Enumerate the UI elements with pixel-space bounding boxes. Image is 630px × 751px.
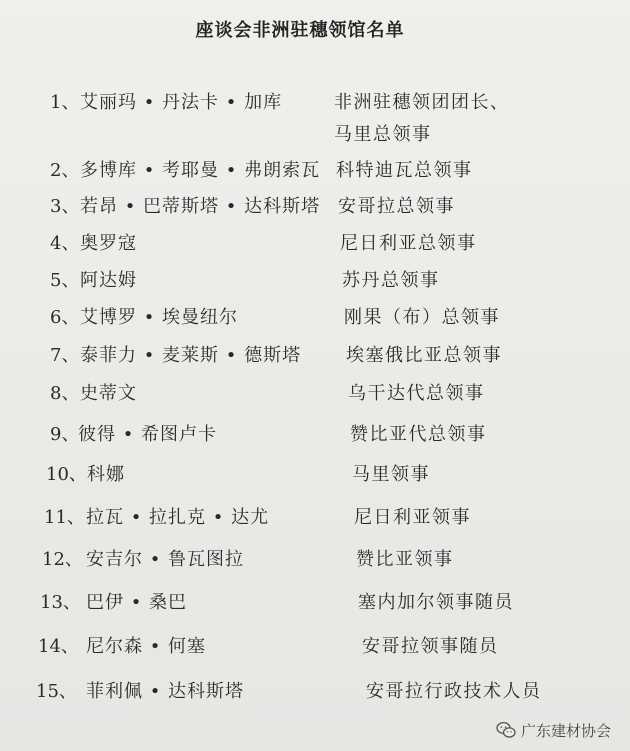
list-item [0,156,630,190]
person-title: 尼日利亚领事 [354,507,471,528]
person-name: 艾丽玛 • 丹法卡 • 加库 [80,92,283,113]
list-item [0,677,630,711]
item-number: 3、 [50,196,80,217]
person-name: 艾博罗 • 埃曼纽尔 [80,307,239,328]
person-name: 科娜 [87,464,125,485]
account-watermark [496,718,611,742]
item-number: 15、 [36,681,77,702]
person-title: 尼日利亚总领事 [340,233,477,254]
person-title: 安哥拉行政技术人员 [366,681,542,702]
person-title: 赞比亚代总领事 [350,424,487,445]
list-item [0,632,630,666]
watermark-text: 广东建材协会 [521,722,612,740]
person-name: 阿达姆 [80,270,137,291]
item-number: 8、 [50,383,80,404]
item-number: 4、 [50,233,80,254]
document-title: 座谈会非洲驻穗领馆名单 [195,20,405,41]
person-title: 非洲驻穗领团团长、 [334,92,510,113]
item-number: 14、 [38,636,79,657]
item-number: 5、 [50,270,80,291]
person-name: 史蒂文 [80,383,137,404]
item-number: 10、 [46,464,87,485]
person-title: 马里领事 [352,464,430,485]
person-name: 尼尔森 • 何塞 [86,636,207,657]
list-item [0,420,630,454]
list-item [0,460,630,494]
list-item [0,341,630,375]
person-title: 苏丹总领事 [342,270,440,291]
list-item [0,379,630,413]
list-item [0,192,630,226]
person-name: 菲利佩 • 达科斯塔 [86,681,245,702]
person-name: 巴伊 • 桑巴 [86,592,188,613]
person-title-line2: 马里总领事 [334,124,432,145]
person-title: 安哥拉总领事 [338,196,455,217]
list-item [0,229,630,263]
item-number: 6、 [50,307,80,328]
person-title: 刚果（布）总领事 [344,307,500,328]
person-title: 塞内加尔领事随员 [358,592,514,613]
person-name: 多博库 • 考耶曼 • 弗朗索瓦 [80,160,321,181]
person-name: 安吉尔 • 鲁瓦图拉 [86,549,245,570]
list-item [0,266,630,300]
person-title: 安哥拉领事随员 [362,636,499,657]
item-number: 7、 [50,345,80,366]
person-title: 乌干达代总领事 [348,383,485,404]
item-number: 12、 [42,549,83,570]
person-title: 科特迪瓦总领事 [336,160,473,181]
list-item [0,503,630,537]
item-number: 13、 [40,592,81,613]
list-item [0,88,630,145]
person-title: 埃塞俄比亚总领事 [346,345,502,366]
item-number: 1、 [50,92,80,113]
list-item [0,588,630,622]
person-name: 拉瓦 • 拉扎克 • 达尤 [86,507,270,528]
person-name: 彼得 • 希图卢卡 [78,424,218,445]
item-number: 2、 [50,160,80,181]
item-number: 11、 [44,507,85,528]
list-item [0,303,630,337]
item-number: 9、 [50,424,80,445]
person-title: 赞比亚领事 [356,549,454,570]
person-name: 若昂 • 巴蒂斯塔 • 达科斯塔 [80,196,321,217]
list-item [0,545,630,579]
person-name: 泰菲力 • 麦莱斯 • 德斯塔 [80,345,302,366]
person-name: 奥罗寇 [80,233,137,254]
wechat-icon [496,721,516,739]
